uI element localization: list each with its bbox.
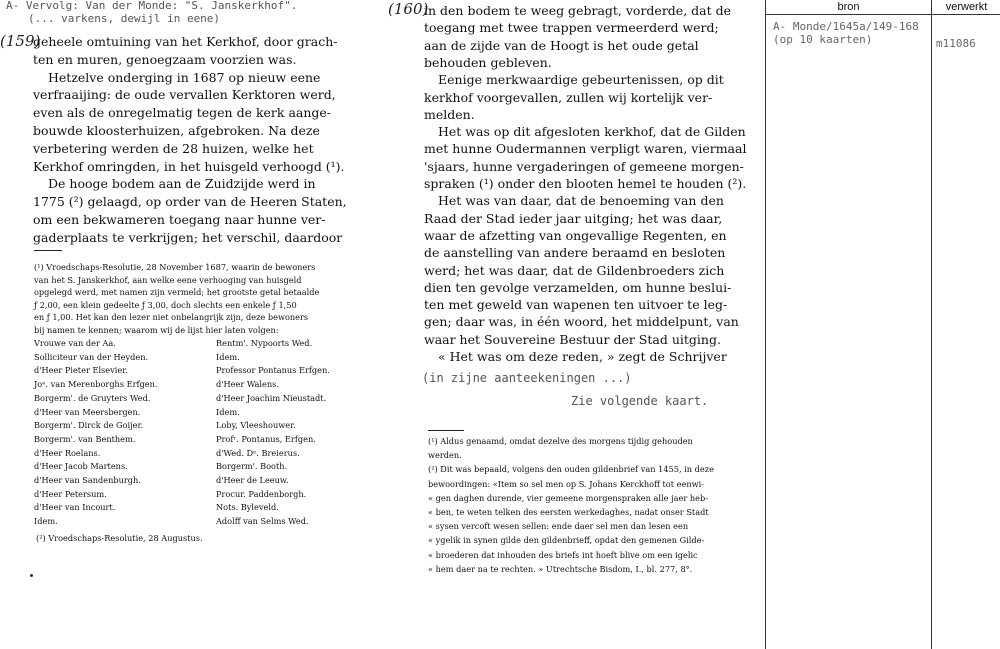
footnote-2-left: (²) Vroedschaps-Resolutie, 28 Augustus.: [36, 533, 203, 543]
text-line: (²) Dit was bepaald, volgens den ouden gildenbrief van 1455, in deze: [428, 464, 714, 475]
text-line: waar de afzetting van ongevallige Regenten, en: [424, 227, 727, 243]
text-line: toegang met twee trappen vermeerderd werd;: [424, 20, 719, 36]
text-line: dien ten gevolge verzamelden, om hunne beslui-: [424, 279, 732, 295]
text-line: van het S. Janskerkhof, aan welke eene verhooging van huisgeld: [34, 274, 302, 285]
text-line: en ƒ 1,00. Het kan den lezer niet onbelangrijk zijn, deze bewoners: [34, 312, 309, 322]
text-line: « hem daer na te rechten. » Utrechtsche Bisdom, I., bl. 277, 8°.: [428, 563, 693, 574]
text-line: ten en muren, genoegzaam voorzien was.: [33, 51, 297, 67]
text-line: om een bekwameren toegang naar hunne ver-: [33, 212, 326, 227]
text-line: bij namen te kennen; waarom wij de lijst hier laten volgen:: [34, 324, 279, 335]
text-line: Vrouwe van der Aa.: [34, 338, 116, 348]
text-line: « ben, te weten telken des eersten werkedaghes, nadat onser Stadt: [428, 507, 709, 517]
text-line: bewoordingen: «Item so sel men op S. Johans Kerckhoff tot eenwi-: [428, 478, 704, 489]
text-line: Joᵉ. van Merenborghs Erfgen.: [34, 379, 158, 390]
text-line: (¹) Aldus genaamd, omdat dezelve des morgens tijdig gehouden: [428, 436, 693, 446]
text-line: Het was van daar, dat de benoeming van den: [438, 193, 724, 209]
text-line: ƒ 2,00, een klein gedeelte ƒ 3,00, doch slechts een enkele ƒ 1,50: [34, 299, 297, 310]
text-line: ten met geweld van wapenen ten uitvoer te leg-: [424, 297, 728, 313]
text-line: Idem.: [216, 406, 240, 417]
text-line: Raad der Stad ieder jaar uitging; het was daar,: [424, 210, 723, 226]
text-line: gen; daar was, in één woord, het middelpunt, van: [424, 314, 739, 330]
text-line: Solliciteur van der Heyden.: [34, 351, 149, 362]
text-line: Borgerm'. Booth.: [216, 461, 288, 472]
text-line: Profʳ. Pontanus, Erfgen.: [216, 433, 316, 444]
typed-header-line-2: (... varkens, dewijl in eene): [28, 12, 221, 25]
text-line: verfraaijing: de oude vervallen Kerktoren werd,: [33, 87, 336, 103]
text-line: 'sjaars, hunne vergaderingen of gemeene morgen-: [424, 158, 744, 174]
text-line: werd; het was daar, dat de Gildenbroeders zich: [424, 262, 725, 278]
typed-note: (in zijne aanteekeningen ...): [422, 371, 632, 385]
verwerkt-value: m11086: [936, 37, 976, 50]
text-line: spraken (¹) onder den blooten hemel te houden (²).: [424, 176, 747, 191]
text-line: waar het Souvereine Bestuur der Stad uitging.: [424, 331, 721, 347]
text-line: kerkhof voorgevallen, zullen wij kortelijk ver-: [424, 89, 713, 105]
text-line: Kerkhof omringden, in het huisgeld verhoogd (¹).: [33, 158, 345, 174]
text-line: Hetzelve onderging in 1687 op nieuw eene: [48, 69, 321, 85]
text-line: Adolff van Selms Wed.: [216, 516, 309, 527]
text-line: « ygelik in synen gilde den gildenbrieff, opdat den gemenen Gilde-: [428, 535, 705, 546]
text-line: de aanstelling van andere beraamd en besloten: [424, 245, 726, 261]
text-line: even als de onregelmatig tegen de kerk aange-: [33, 105, 332, 121]
text-line: « broederen dat inhouden des briefs int hoeft blive om een igelic: [428, 549, 698, 560]
text-line: Borgerm'. van Benthem.: [34, 433, 136, 444]
text-line: Rentm'. Nypoorts Wed.: [216, 338, 313, 348]
typed-header-line-1: A- Vervolg: Van der Monde: "S. Janskerkhof".: [6, 0, 298, 12]
text-line: melden.: [424, 106, 475, 122]
text-line: aan de zijde van de Hoogt is het oude getal: [424, 37, 699, 53]
middle-footnote-divider: [428, 430, 464, 431]
text-line: geheele omtuining van het Kerkhof, door grach-: [33, 34, 338, 49]
bron-line-2: (op 10 kaarten): [773, 33, 873, 46]
text-line: verbetering werden de 28 huizen, welke het: [33, 140, 314, 156]
text-line: d'Heer Walens.: [216, 379, 279, 390]
text-line: d'Heer de Leeuw.: [216, 475, 289, 485]
text-line: d'Heer Joachim Nieustadt.: [216, 392, 327, 403]
source-table: [765, 0, 1000, 649]
column-header-bron: bron: [766, 0, 932, 15]
column-header-verwerkt: verwerkt: [932, 0, 1000, 15]
text-line: d'Heer van Meersbergen.: [34, 406, 141, 417]
text-line: « Het was om deze reden, » zegt de Schrijver: [438, 349, 727, 364]
text-line: Nots. Byleveld.: [216, 502, 279, 513]
text-line: d'Heer van Sandenburgh.: [34, 475, 141, 485]
text-line: Idem.: [216, 351, 240, 362]
text-line: Procur. Paddenborgh.: [216, 488, 307, 499]
text-line: « gen daghen durende, vier gemeene morgenspraken alle jaer heb-: [428, 492, 708, 503]
text-line: d'Heer van Incourt.: [34, 502, 116, 513]
text-line: opgelegd werd, met namen zijn vermeld; het grootste getal betaalde: [34, 287, 320, 297]
text-line: « sysen vercoft wesen sellen: ende daer sel men dan lesen een: [428, 521, 689, 532]
text-line: Eenige merkwaardige gebeurtenissen, op dit: [438, 72, 724, 88]
page-marker-160: (160): [388, 0, 429, 18]
text-line: Het was op dit afgesloten kerkhof, dat de Gilden: [438, 124, 746, 140]
text-line: De hooge bodem aan de Zuidzijde werd in: [48, 176, 316, 192]
text-line: met hunne Oudermannen verpligt waren, viermaal: [424, 141, 747, 157]
text-line: d'Heer Jacob Martens.: [34, 461, 128, 472]
footnote-divider: [34, 250, 62, 251]
text-line: Loby, Vleeshouwer.: [216, 420, 296, 431]
text-line: werden.: [428, 450, 462, 461]
text-line: bouwde kloosterhuizen, afgebroken. Na deze: [33, 123, 320, 138]
text-line: d'Heer Pieter Elsevier.: [34, 365, 128, 376]
text-line: d'Wed. Dᵉ. Breierus.: [216, 447, 300, 458]
text-line: in den bodem te weeg gebragt, vorderde, dat de: [424, 3, 731, 18]
text-line: Professor Pontanus Erfgen.: [216, 365, 330, 376]
text-line: 1775 (²) gelaagd, op order van de Heeren Staten,: [33, 194, 347, 210]
text-line: Borgerm'. de Gruyters Wed.: [34, 392, 151, 403]
bron-line-1: A- Monde/1645a/149-168: [773, 20, 919, 33]
text-line: d'Heer Petersum.: [34, 488, 107, 499]
column-divider: [931, 14, 932, 649]
text-line: behouden gebleven.: [424, 54, 552, 70]
page-marker-159: (159): [0, 32, 41, 50]
text-line: Borgerm'. Dirck de Goijer.: [34, 420, 144, 431]
typed-see-next: Zie volgende kaart.: [571, 394, 709, 408]
text-line: Idem.: [34, 516, 58, 527]
speck-mark: [30, 574, 33, 577]
text-line: d'Heer Roelans.: [34, 447, 101, 458]
text-line: (¹) Vroedschaps-Resolutie, 28 November 1687, waarin de bewoners: [34, 262, 316, 272]
left-page-column: [0, 0, 385, 649]
text-line: gaderplaats te verkrijgen; het verschil, daardoor: [33, 229, 343, 245]
